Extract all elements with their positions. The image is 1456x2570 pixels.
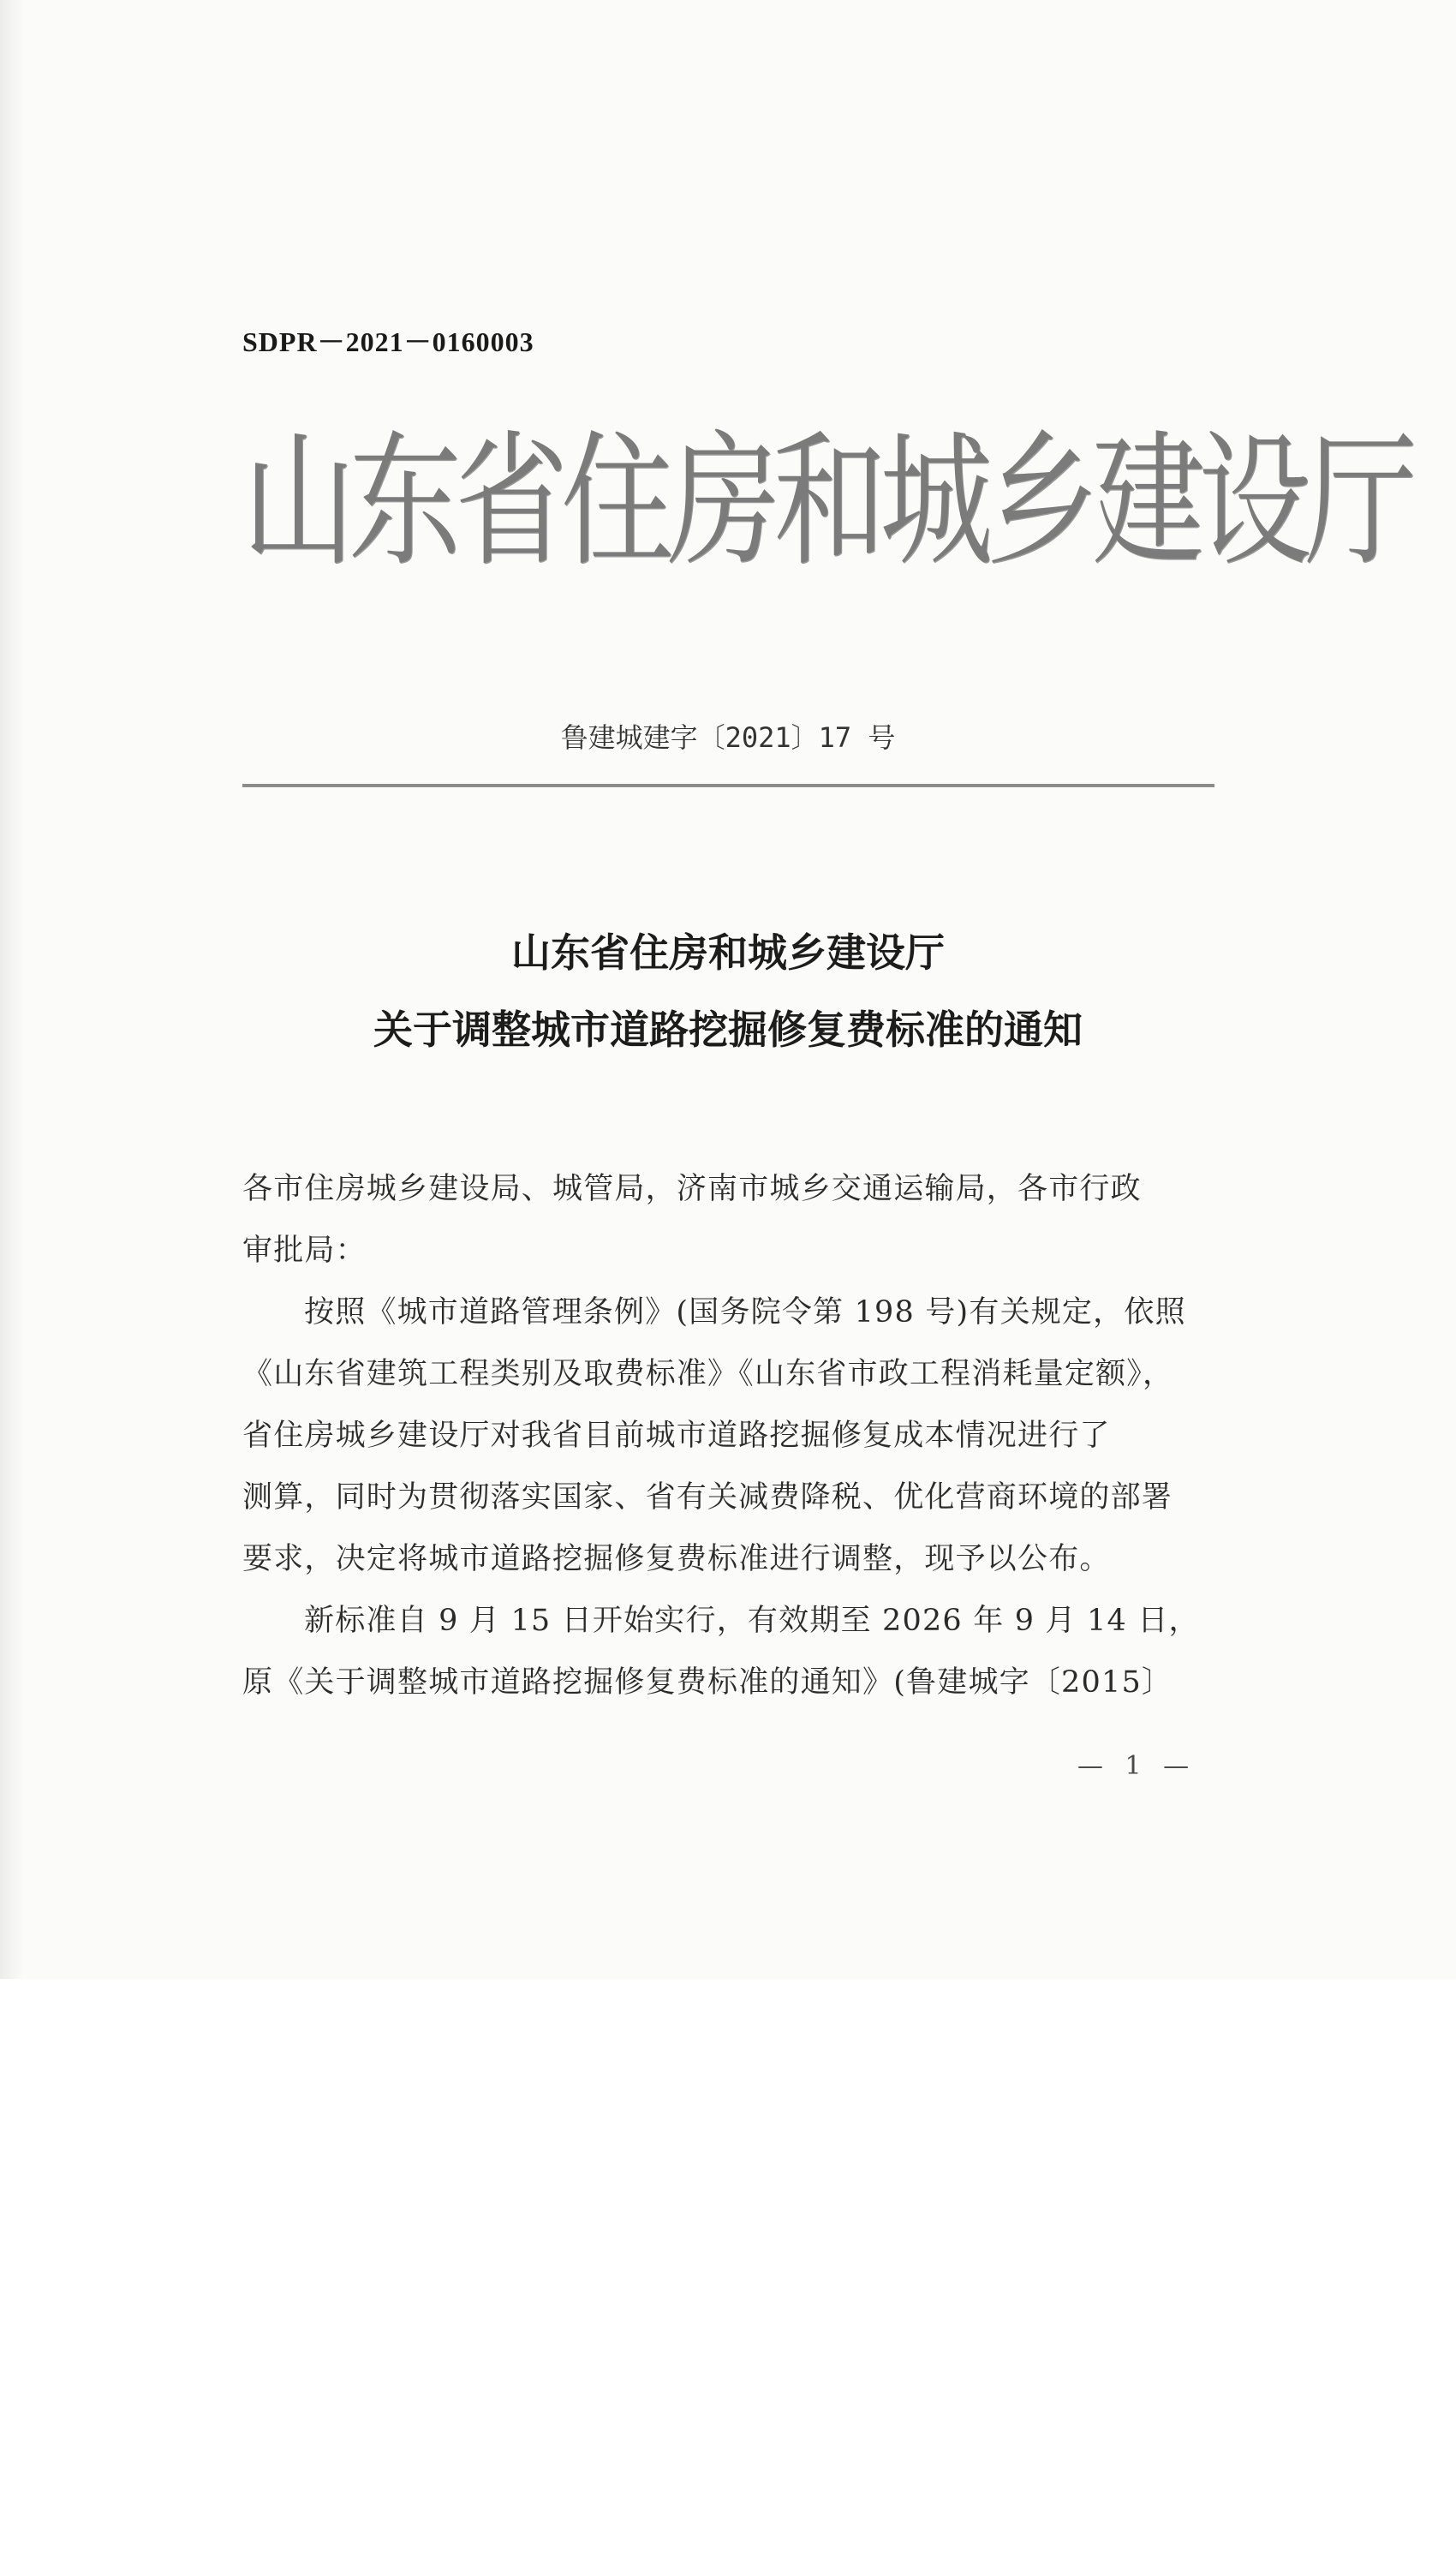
body-text-line: 审批局： <box>242 1234 367 1268</box>
body-text-line: 新标准自 9 月 15 日开始实行，有效期至 2026 年 9 月 14 日， <box>304 1604 1200 1638</box>
header-divider <box>242 784 1214 787</box>
body-text-line: 原《关于调整城市道路挖掘修复费标准的通知》(鲁建城字〔2015〕 <box>242 1665 1173 1700</box>
body-text-line: 各市住房城乡建设局、城管局，济南市城乡交通运输局，各市行政 <box>242 1172 1142 1206</box>
document-number: 鲁建城建字〔2021〕17 号 <box>560 721 896 754</box>
document-title-line-1: 山东省住房和城乡建设厅 <box>511 929 945 976</box>
page-edge-shadow <box>0 0 24 1979</box>
document-code: SDPR－2021－0160003 <box>242 326 534 357</box>
body-text-line: 按照《城市道路管理条例》(国务院令第 198 号)有关规定，依照 <box>304 1295 1186 1330</box>
body-text-line: 测算，同时为贯彻落实国家、省有关减费降税、优化营商环境的部署 <box>242 1480 1173 1515</box>
page-number: — 1 — <box>1077 1751 1196 1781</box>
issuing-authority-header: 山东省住房和城乡建设厅 <box>242 417 1411 587</box>
body-text-line: 要求，决定将城市道路挖掘修复费标准进行调整，现予以公布。 <box>242 1542 1111 1576</box>
document-title-line-2: 关于调整城市道路挖掘修复费标准的通知 <box>373 1007 1083 1053</box>
body-text-line: 省住房城乡建设厅对我省目前城市道路挖掘修复成本情况进行了 <box>242 1419 1111 1453</box>
body-text-line: 《山东省建筑工程类别及取费标准》《山东省市政工程消耗量定额》， <box>242 1357 1174 1391</box>
